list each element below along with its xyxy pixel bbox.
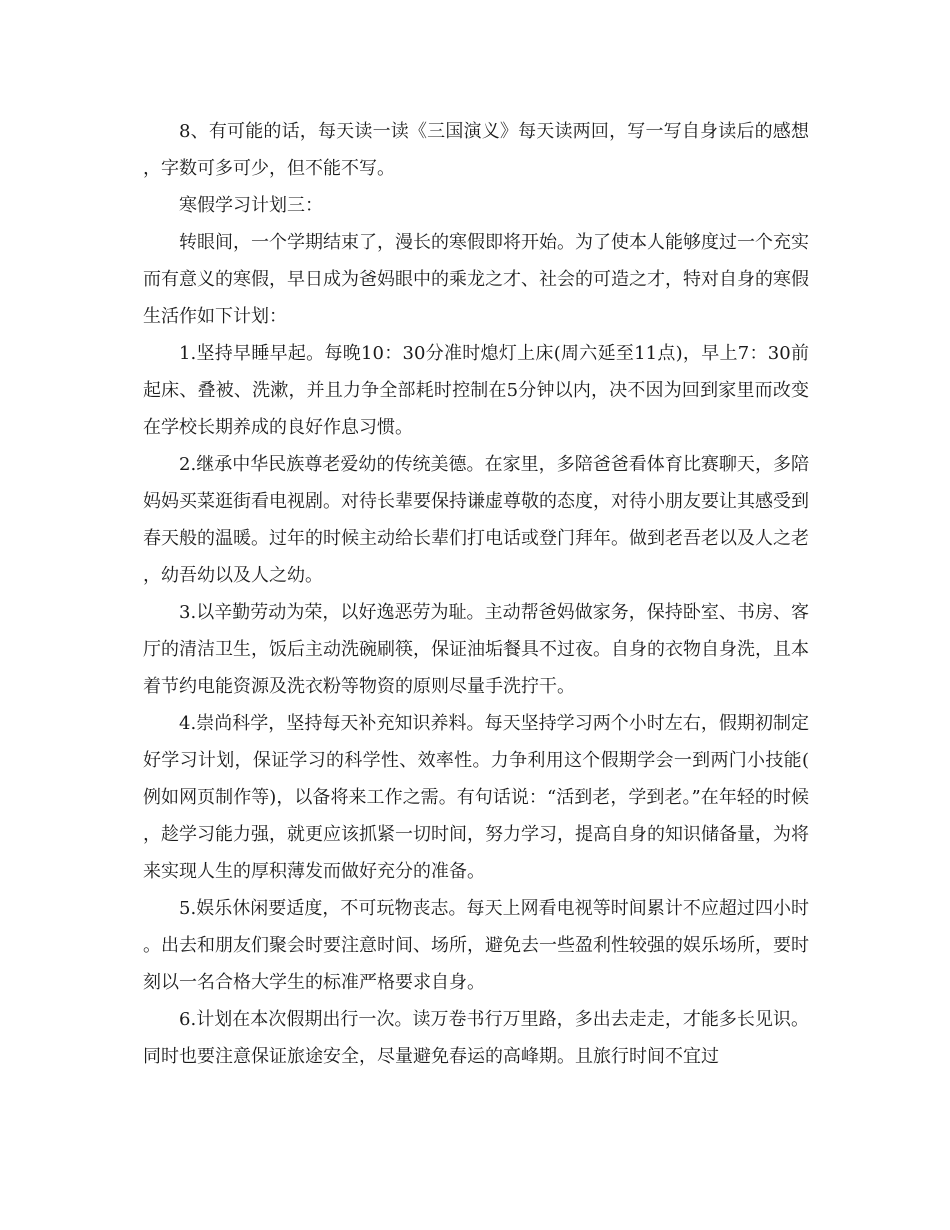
paragraph-item-2: 2.继承中华民族尊老爱幼的传统美德。在家里，多陪爸爸看体育比赛聊天，多陪妈妈买菜逛街看电视剧。对待长辈要保持谦虚尊敬的态度，对待小朋友要让其感受到春天般的温暖。过年的时候主动给长辈们打电话或登门拜年。做到老吾老以及人之老，幼吾幼以及人之幼。 <box>143 454 809 586</box>
paragraph-item-6: 6.计划在本次假期出行一次。读万卷书行万里路，多出去走走，才能多长见识。同时也要注意保证旅途安全，尽量避免春运的高峰期。且旅行时间不宜过 <box>143 1009 809 1067</box>
paragraph-item-5: 5.娱乐休闲要适度，不可玩物丧志。每天上网看电视等时间累计不应超过四小时。出去和朋友们聚会时要注意时间、场所，避免去一些盈利性较强的娱乐场所，要时刻以一名合格大学生的标准严格要求自身。 <box>143 898 809 993</box>
section-heading-plan-three: 寒假学习计划三： <box>179 195 323 216</box>
paragraph-item-1: 1.坚持早睡早起。每晚10：30分准时熄灯上床(周六延至11点)，早上7：30前起床、叠被、洗漱，并且力争全部耗时控制在5分钟以内，决不因为回到家里而改变在学校长期养成的良好作息习惯。 <box>143 343 809 438</box>
paragraph-reading-plan: 8、有可能的话，每天读一读《三国演义》每天读两回，写一写自身读后的感想，字数可多可少，但不能不写。 <box>143 121 809 179</box>
document-body <box>143 113 809 1075</box>
paragraph-item-3: 3.以辛勤劳动为荣，以好逸恶劳为耻。主动帮爸妈做家务，保持卧室、书房、客厅的清洁卫生，饭后主动洗碗刷筷，保证油垢餐具不过夜。自身的衣物自身洗，且本着节约电能资源及洗衣粉等物资的原则尽量手洗拧干。 <box>143 602 809 697</box>
paragraph-item-4: 4.崇尚科学，坚持每天补充知识养料。每天坚持学习两个小时左右，假期初制定好学习计划，保证学习的科学性、效率性。力争利用这个假期学会一到两门小技能(例如网页制作等)，以备将来工作之需。有句话说：“活到老，学到老。”在年轻的时候，趁学习能力强，就更应该抓紧一切时间，努力学习，提高自身的知识储备量，为将来实现人生的厚积薄发而做好充分的准备。 <box>143 713 809 882</box>
paragraph-intro: 转眼间，一个学期结束了，漫长的寒假即将开始。为了使本人能够度过一个充实而有意义的寒假，早日成为爸妈眼中的乘龙之才、社会的可造之才，特对自身的寒假生活作如下计划： <box>143 232 809 327</box>
